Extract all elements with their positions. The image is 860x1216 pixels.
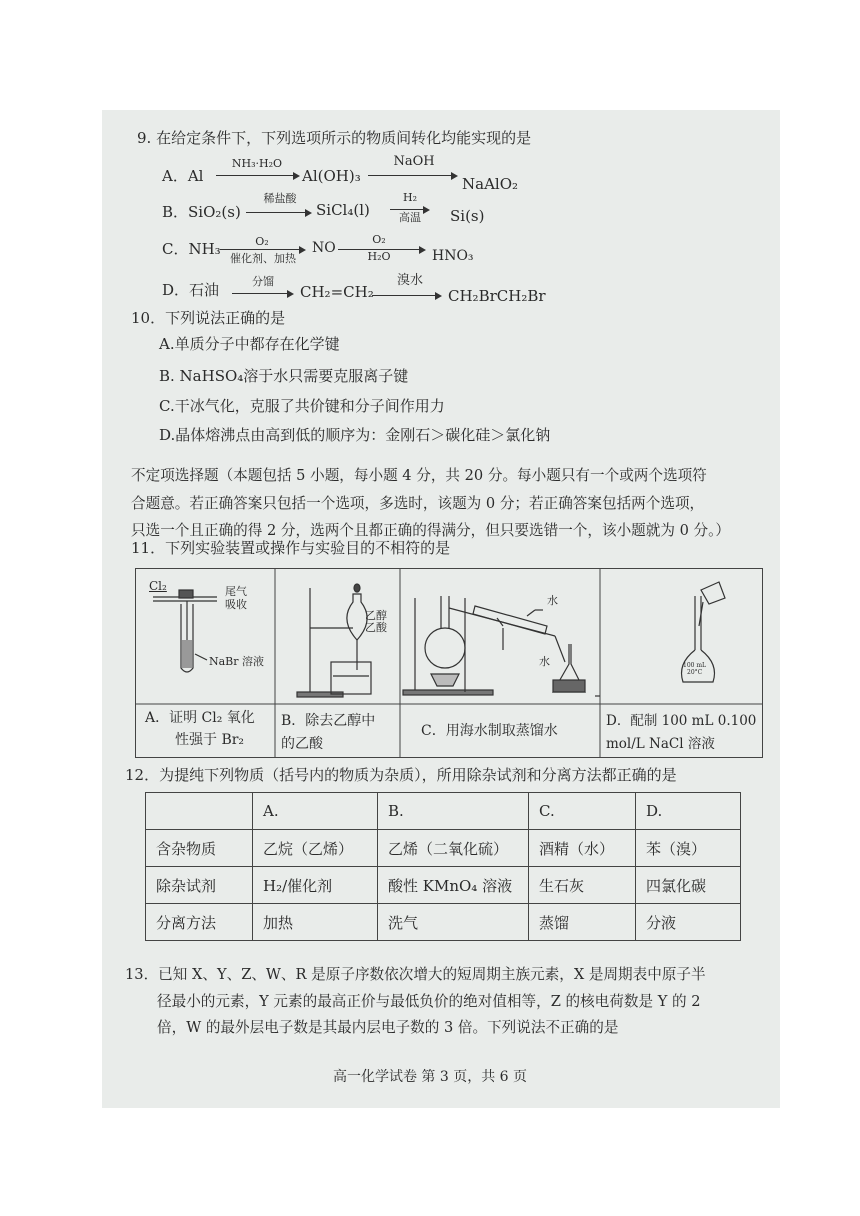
q13-line1: 13．已知 X、Y、Z、W、R 是原子序数依次增大的短周期主族元素，X 是周期表中原子半 bbox=[125, 966, 706, 983]
q10-option-c: C.干冰气化，克服了共价键和分子间作用力 bbox=[159, 397, 445, 415]
arrow bbox=[216, 175, 298, 176]
tail-gas-label-1: 尾气 bbox=[225, 585, 247, 598]
q10-option-d: D.晶体熔沸点由高到低的顺序为：金刚石＞碳化硅＞氯化钠 bbox=[159, 426, 551, 444]
ethanol-label: 乙醇 bbox=[365, 609, 387, 622]
q12-stem: 12．为提纯下列物质（括号内的物质为杂质），所用除杂试剂和分离方法都正确的是 bbox=[125, 766, 677, 784]
table-cell bbox=[146, 793, 253, 830]
q10-option-a: A.单质分子中都存在化学键 bbox=[159, 335, 340, 353]
table-header-row bbox=[146, 793, 741, 830]
cl2-label: Cl₂ bbox=[149, 579, 167, 593]
q11-caption-a-line2: 性强于 Br₂ bbox=[175, 732, 245, 748]
table-cell: 洗气 bbox=[378, 904, 529, 941]
tail-gas-label-2: 吸收 bbox=[225, 598, 247, 611]
table-cell: 生石灰 bbox=[529, 867, 636, 904]
q11-apparatus-table bbox=[135, 568, 763, 758]
table-row bbox=[146, 830, 741, 867]
flask-temp-label: 20°C bbox=[687, 669, 703, 676]
table-cell: 蒸馏 bbox=[529, 904, 636, 941]
table-row bbox=[146, 904, 741, 941]
q13-line2: 径最小的元素，Y 元素的最高正价与最低负价的绝对值相等，Z 的核电荷数是 Y 的 2 bbox=[157, 993, 701, 1010]
table-cell: C. bbox=[529, 793, 636, 830]
q11-caption-c: C．用海水制取蒸馏水 bbox=[421, 723, 558, 739]
table-cell: 除杂试剂 bbox=[146, 867, 253, 904]
table-cell: A. bbox=[253, 793, 378, 830]
table-cell: B. bbox=[378, 793, 529, 830]
table-cell: 四氯化碳 bbox=[636, 867, 741, 904]
q11-caption-a-line1: A．证明 Cl₂ 氧化 bbox=[145, 710, 255, 726]
q10-stem: 10．下列说法正确的是 bbox=[131, 309, 286, 327]
water-outlet-label: 水 bbox=[547, 594, 558, 607]
q11-stem: 11．下列实验装置或操作与实验目的不相符的是 bbox=[131, 539, 451, 557]
table-row bbox=[146, 867, 741, 904]
table-cell: 分离方法 bbox=[146, 904, 253, 941]
q11-caption-b-line2: 的乙酸 bbox=[281, 736, 323, 752]
acetic-acid-label: 乙酸 bbox=[365, 621, 387, 634]
q13-line3: 倍，W 的最外层电子数是其最内层电子数的 3 倍。下列说法不正确的是 bbox=[157, 1019, 619, 1036]
table-cell: H₂/催化剂 bbox=[253, 867, 378, 904]
arrow bbox=[246, 212, 310, 213]
table-cell: 乙烷（乙烯） bbox=[253, 830, 378, 867]
water-inlet-label: 水 bbox=[539, 655, 550, 668]
table-cell: 酒精（水） bbox=[529, 830, 636, 867]
q9-stem: 9. 在给定条件下，下列选项所示的物质间转化均能实现的是 bbox=[137, 129, 532, 147]
table-cell: 苯（溴） bbox=[636, 830, 741, 867]
page-footer: 高一化学试卷 第 3 页，共 6 页 bbox=[332, 1069, 528, 1085]
q11-caption-b-line1: B．除去乙醇中 bbox=[281, 713, 376, 729]
nabr-solution-label: NaBr 溶液 bbox=[209, 655, 265, 668]
test-tube-apparatus bbox=[153, 590, 217, 672]
arrow bbox=[368, 175, 456, 176]
table-cell: 乙烯（二氧化硫） bbox=[378, 830, 529, 867]
arrow bbox=[232, 293, 292, 294]
q11-caption-d-line1: D．配制 100 mL 0.100 bbox=[606, 713, 757, 729]
separatory-funnel-apparatus bbox=[297, 584, 371, 697]
flask-volume-label: 100 mL bbox=[683, 662, 707, 669]
arrow bbox=[372, 295, 440, 296]
section-instruction-line2: 合题意。若正确答案只包括一个选项，多选时，该题为 0 分；若正确答案包括两个选项， bbox=[131, 495, 705, 512]
table-cell: 酸性 KMnO₄ 溶液 bbox=[378, 867, 529, 904]
section-instruction-line3: 只选一个且正确的得 2 分，选两个且都正确的得满分，但只要选错一个，该小题就为 0 分。） bbox=[131, 522, 730, 539]
arrow bbox=[220, 249, 304, 250]
table-cell: 分液 bbox=[636, 904, 741, 941]
q10-option-b: B. NaHSO₄溶于水只需要克服离子键 bbox=[159, 367, 409, 385]
table-cell: D. bbox=[636, 793, 741, 830]
table-cell: 加热 bbox=[253, 904, 378, 941]
section-instruction-line1: 不定项选择题（本题包括 5 小题，每小题 4 分，共 20 分。每小题只有一个或两个选项符 bbox=[131, 467, 707, 484]
q12-table bbox=[145, 792, 741, 941]
distillation-apparatus bbox=[403, 596, 600, 696]
q11-caption-d-line2: mol/L NaCl 溶液 bbox=[606, 736, 715, 752]
table-cell: 含杂物质 bbox=[146, 830, 253, 867]
arrow bbox=[390, 209, 428, 210]
